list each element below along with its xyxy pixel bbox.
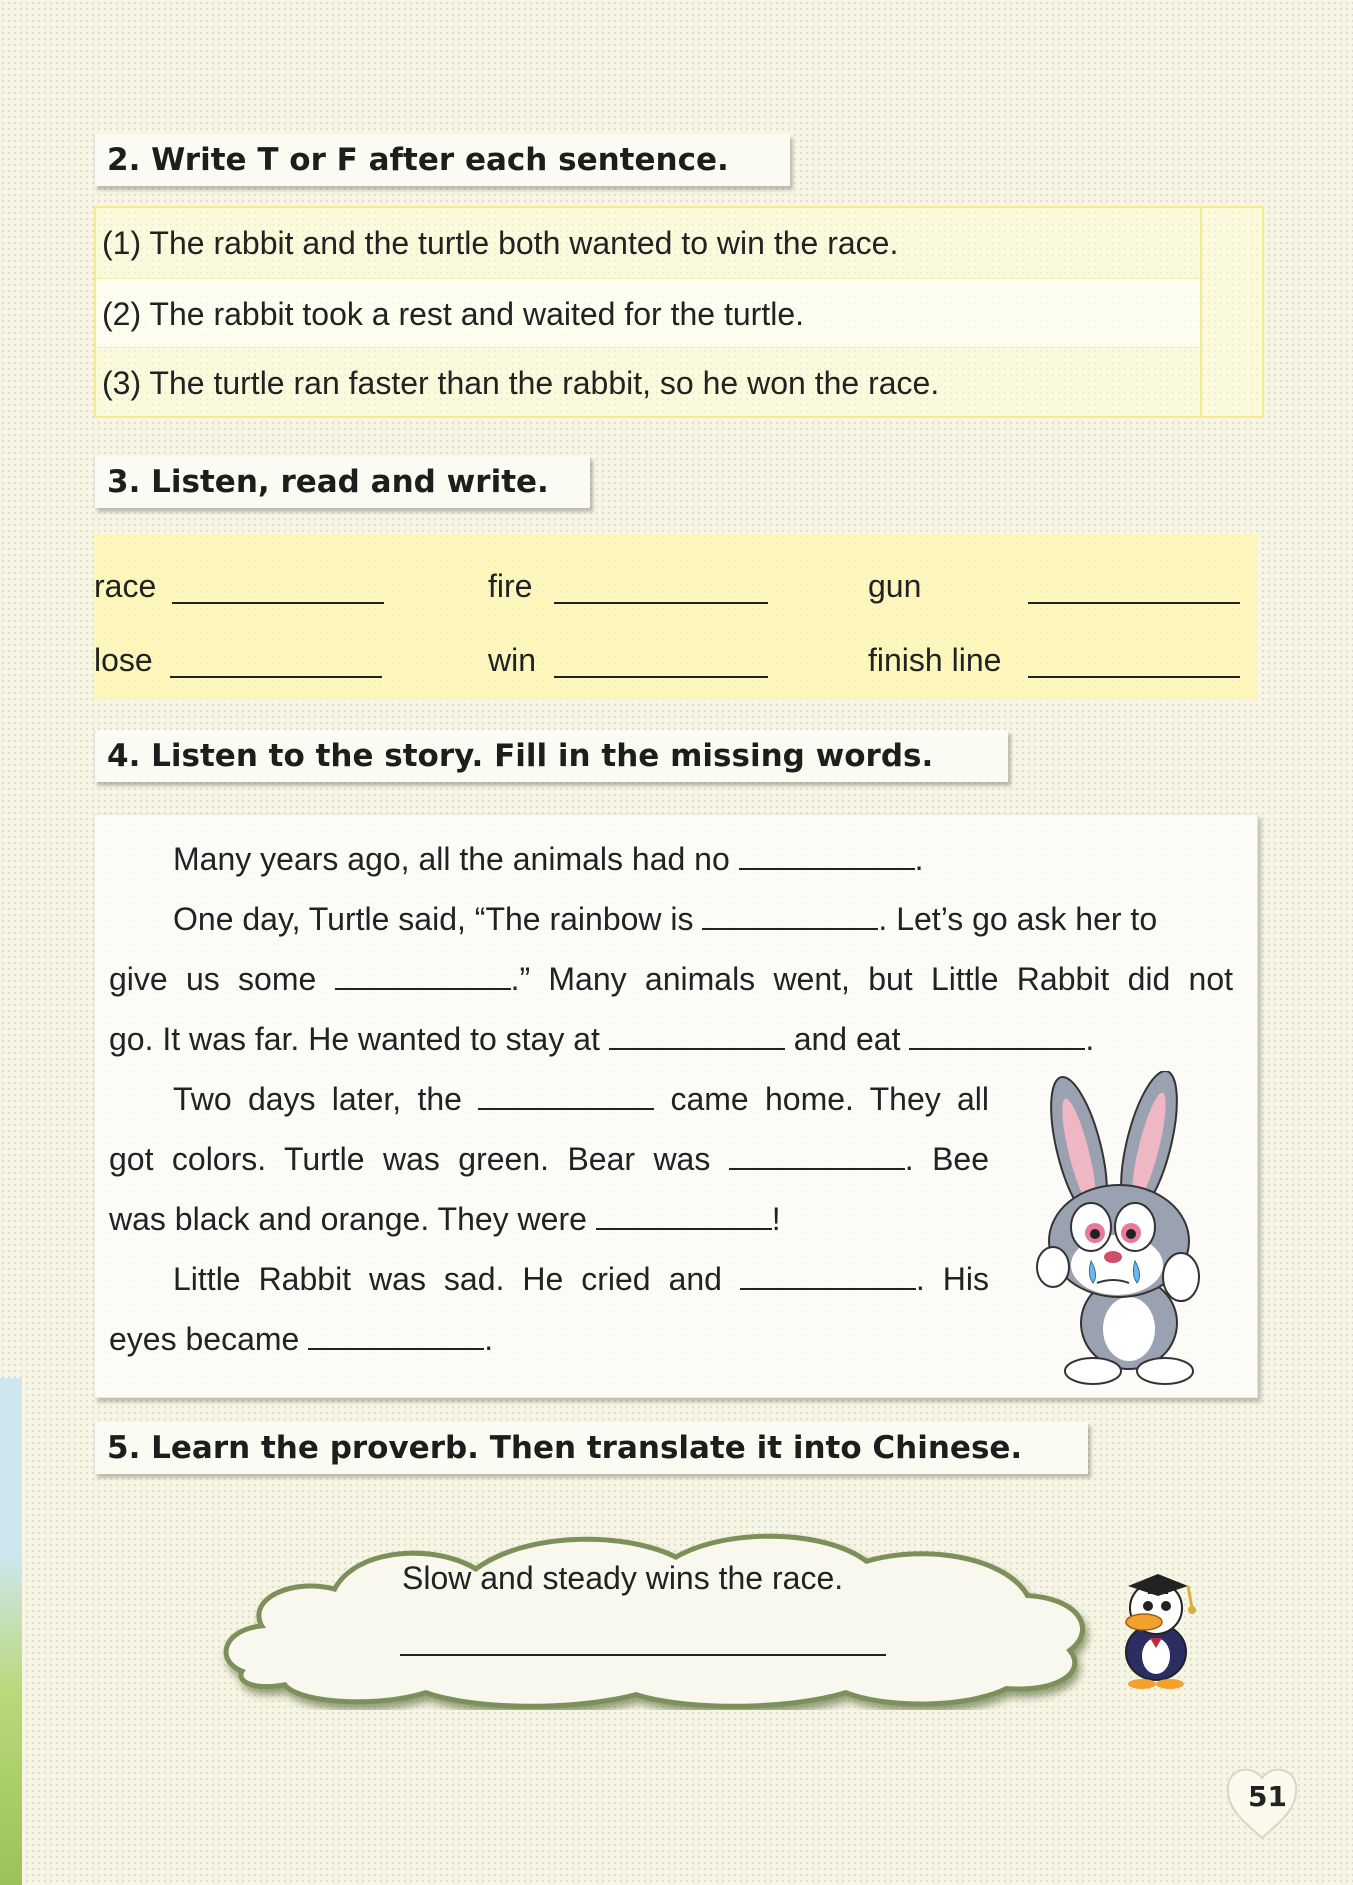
left-edge-strip: [0, 1378, 22, 1885]
section-5-heading: 5. Learn the proverb. Then translate it into Chinese.: [94, 1422, 1088, 1474]
vocab-word-fire: fire: [488, 568, 533, 604]
story-text: eyes became: [109, 1321, 300, 1357]
vocabulary-box: [94, 534, 1258, 700]
section-3-heading: 3. Listen, read and write.: [94, 456, 590, 508]
proverb-text: Slow and steady wins the race.: [402, 1560, 844, 1596]
graduate-duck-illustration: [1104, 1552, 1214, 1692]
story-text: got colors. Turtle was green. Bear was: [109, 1141, 711, 1177]
vocab-blank-gun[interactable]: [1028, 602, 1240, 604]
story-blank[interactable]: [909, 1022, 1085, 1050]
vocab-blank-finish-line[interactable]: [1028, 676, 1240, 678]
vocab-blank-lose[interactable]: [170, 676, 382, 678]
story-blank[interactable]: [596, 1202, 772, 1230]
story-text: was black and orange. They were: [109, 1201, 587, 1237]
vocab-word-race: race: [94, 568, 157, 604]
story-blank[interactable]: [308, 1322, 484, 1350]
true-false-table: [94, 206, 1264, 418]
section-4-heading: 4. Listen to the story. Fill in the missing words.: [94, 730, 1008, 782]
tf-sentence-2: (2) The rabbit took a rest and waited for the turtle.: [96, 278, 1202, 348]
vocab-word-lose: lose: [94, 642, 153, 678]
story-line-8: [109, 1259, 989, 1299]
story-text: . His: [915, 1261, 989, 1297]
tf-sentence-1: (1) The rabbit and the turtle both wanted to win the race.: [96, 208, 1202, 278]
cloud-shape: [206, 1520, 1106, 1710]
story-text: .: [1085, 1021, 1095, 1057]
story-text: .: [914, 841, 924, 877]
vocab-word-gun: gun: [868, 568, 922, 604]
vocab-blank-race[interactable]: [172, 602, 384, 604]
vocab-word-win: win: [488, 642, 537, 678]
story-blank[interactable]: [335, 962, 511, 990]
story-text: and eat: [793, 1021, 901, 1057]
story-text: give us some: [109, 961, 317, 997]
story-blank[interactable]: [740, 1262, 916, 1290]
story-line-1: [109, 839, 1297, 879]
vocab-blank-fire[interactable]: [554, 602, 768, 604]
translation-blank[interactable]: [400, 1654, 886, 1656]
story-text: go. It was far. He wanted to stay at: [109, 1021, 600, 1057]
story-text: . Bee: [904, 1141, 990, 1177]
story-text: Many years ago, all the animals had no: [173, 841, 730, 877]
section-2-heading: 2. Write T or F after each sentence.: [94, 134, 790, 186]
story-line-2: [109, 899, 1297, 939]
page-number: 51: [1248, 1780, 1287, 1813]
story-blank[interactable]: [609, 1022, 785, 1050]
story-blank[interactable]: [702, 902, 878, 930]
story-line-4: [109, 1019, 1233, 1059]
story-line-6: [109, 1139, 989, 1179]
story-box: [94, 814, 1258, 1398]
story-text: Little Rabbit was sad. He cried and: [173, 1261, 722, 1297]
story-blank[interactable]: [739, 842, 915, 870]
story-text: Two days later, the: [173, 1081, 462, 1117]
story-line-3: [109, 959, 1233, 999]
crying-rabbit-illustration: [1031, 1071, 1231, 1387]
story-blank[interactable]: [478, 1082, 654, 1110]
story-text: One day, Turtle said, “The rainbow is: [173, 901, 694, 937]
story-text: .: [484, 1321, 494, 1357]
vocab-blank-win[interactable]: [554, 676, 768, 678]
story-blank[interactable]: [729, 1142, 905, 1170]
tf-sentence-3: (3) The turtle ran faster than the rabbit, so he won the race.: [96, 348, 1202, 418]
story-text: !: [771, 1201, 781, 1237]
story-line-5: [109, 1079, 989, 1119]
vocab-word-finish-line: finish line: [868, 642, 1002, 678]
story-text: . Let’s go ask her to: [878, 901, 1158, 937]
story-text: came home. They all: [670, 1081, 990, 1117]
story-text: .” Many animals went, but Little Rabbit did not: [510, 961, 1234, 997]
